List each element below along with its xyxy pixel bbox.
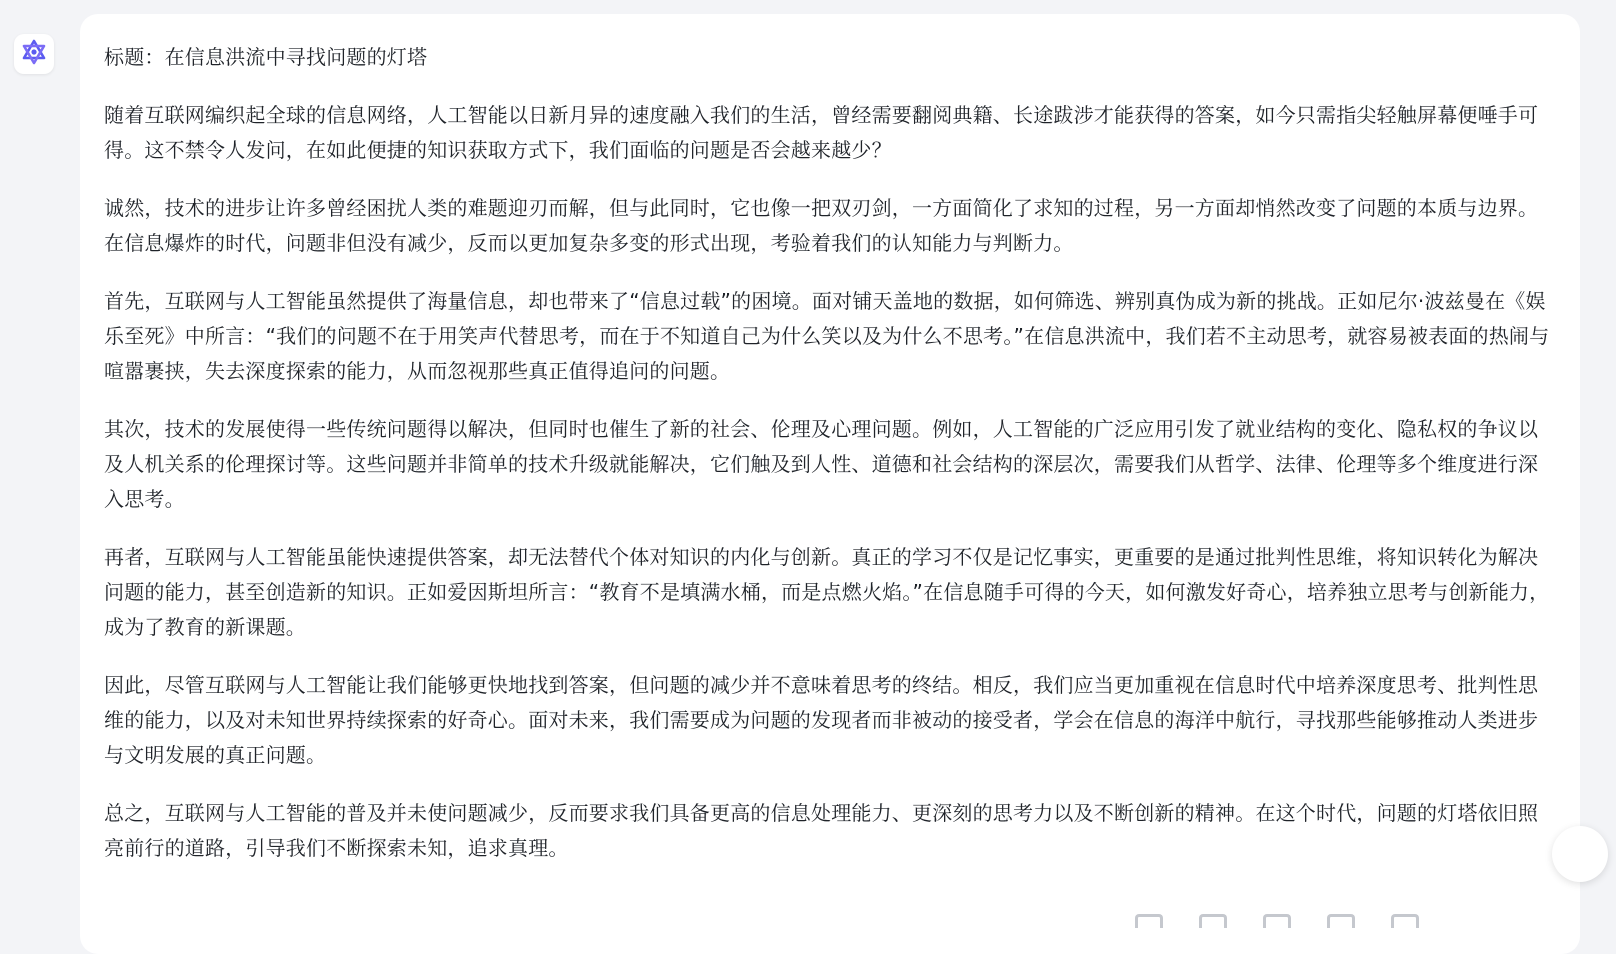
scroll-to-bottom-button[interactable] xyxy=(1552,826,1608,882)
regenerate-icon[interactable] xyxy=(1199,914,1227,928)
message-paragraph: 诚然，技术的进步让许多曾经困扰人类的难题迎刃而解，但与此同时，它也像一把双刃剑，一方面简化了求知的过程，另一方面却悄然改变了问题的本质与边界。在信息爆炸的时代，问题非但没有减少，反而以更加复杂多变的形式出现，考验着我们的认知能力与判断力。 xyxy=(104,196,1539,255)
assistant-logo-icon xyxy=(20,38,48,70)
thumbs-up-icon[interactable] xyxy=(1327,914,1355,928)
message-paragraph: 其次，技术的发展使得一些传统问题得以解决，但同时也催生了新的社会、伦理及心理问题。例如，人工智能的广泛应用引发了就业结构的变化、隐私权的争议以及人机关系的伦理探讨等。这些问题并非简单的技术升级就能解决，它们触及到人性、道德和社会结构的深层次，需要我们从哲学、法律、伦理等多个维度进行深入思考。 xyxy=(104,417,1539,511)
message-paragraph: 随着互联网编织起全球的信息网络，人工智能以日新月异的速度融入我们的生活，曾经需要翻阅典籍、长途跋涉才能获得的答案，如今只需指尖轻触屏幕便唾手可得。这不禁令人发问，在如此便捷的知识获取方式下，我们面临的问题是否会越来越少？ xyxy=(104,103,1539,162)
message-paragraph: 因此，尽管互联网与人工智能让我们能够更快地找到答案，但问题的减少并不意味着思考的终结。相反，我们应当更加重视在信息时代中培养深度思考、批判性思维的能力，以及对未知世界持续探索的好奇心。面对未来，我们需要成为问题的发现者而非被动的接受者，学会在信息的海洋中航行，寻找那些能够推动人类进步与文明发展的真正问题。 xyxy=(104,673,1539,767)
assistant-message-card xyxy=(80,14,1580,954)
thumbs-down-icon[interactable] xyxy=(1391,914,1419,928)
assistant-avatar xyxy=(14,34,54,74)
message-paragraph: 总之，互联网与人工智能的普及并未使问题减少，反而要求我们具备更高的信息处理能力、更深刻的思考力以及不断创新的精神。在这个时代，问题的灯塔依旧照亮前行的道路，引导我们不断探索未知，追求真理。 xyxy=(104,801,1539,860)
message-paragraph: 首先，互联网与人工智能虽然提供了海量信息，却也带来了“信息过载”的困境。面对铺天盖地的数据，如何筛选、辨别真伪成为新的挑战。正如尼尔·波兹曼在《娱乐至死》中所言：“我们的问题不在于用笑声代替思考，而在于不知道自己为什么笑以及为什么不思考。”在信息洪流中，我们若不主动思考，就容易被表面的热闹与喧嚣裹挟，失去深度探索的能力，从而忽视那些真正值得追问的问题。 xyxy=(104,289,1550,383)
copy-icon[interactable] xyxy=(1135,914,1163,928)
message-actions xyxy=(1135,914,1419,928)
message-title: 标题：在信息洪流中寻找问题的灯塔 xyxy=(104,45,428,69)
share-icon[interactable] xyxy=(1263,914,1291,928)
message-body xyxy=(104,40,1556,866)
message-paragraph: 再者，互联网与人工智能虽能快速提供答案，却无法替代个体对知识的内化与创新。真正的学习不仅是记忆事实，更重要的是通过批判性思维，将知识转化为解决问题的能力，甚至创造新的知识。正如爱因斯坦所言：“教育不是填满水桶，而是点燃火焰。”在信息随手可得的今天，如何激发好奇心，培养独立思考与创新能力，成为了教育的新课题。 xyxy=(104,545,1550,639)
